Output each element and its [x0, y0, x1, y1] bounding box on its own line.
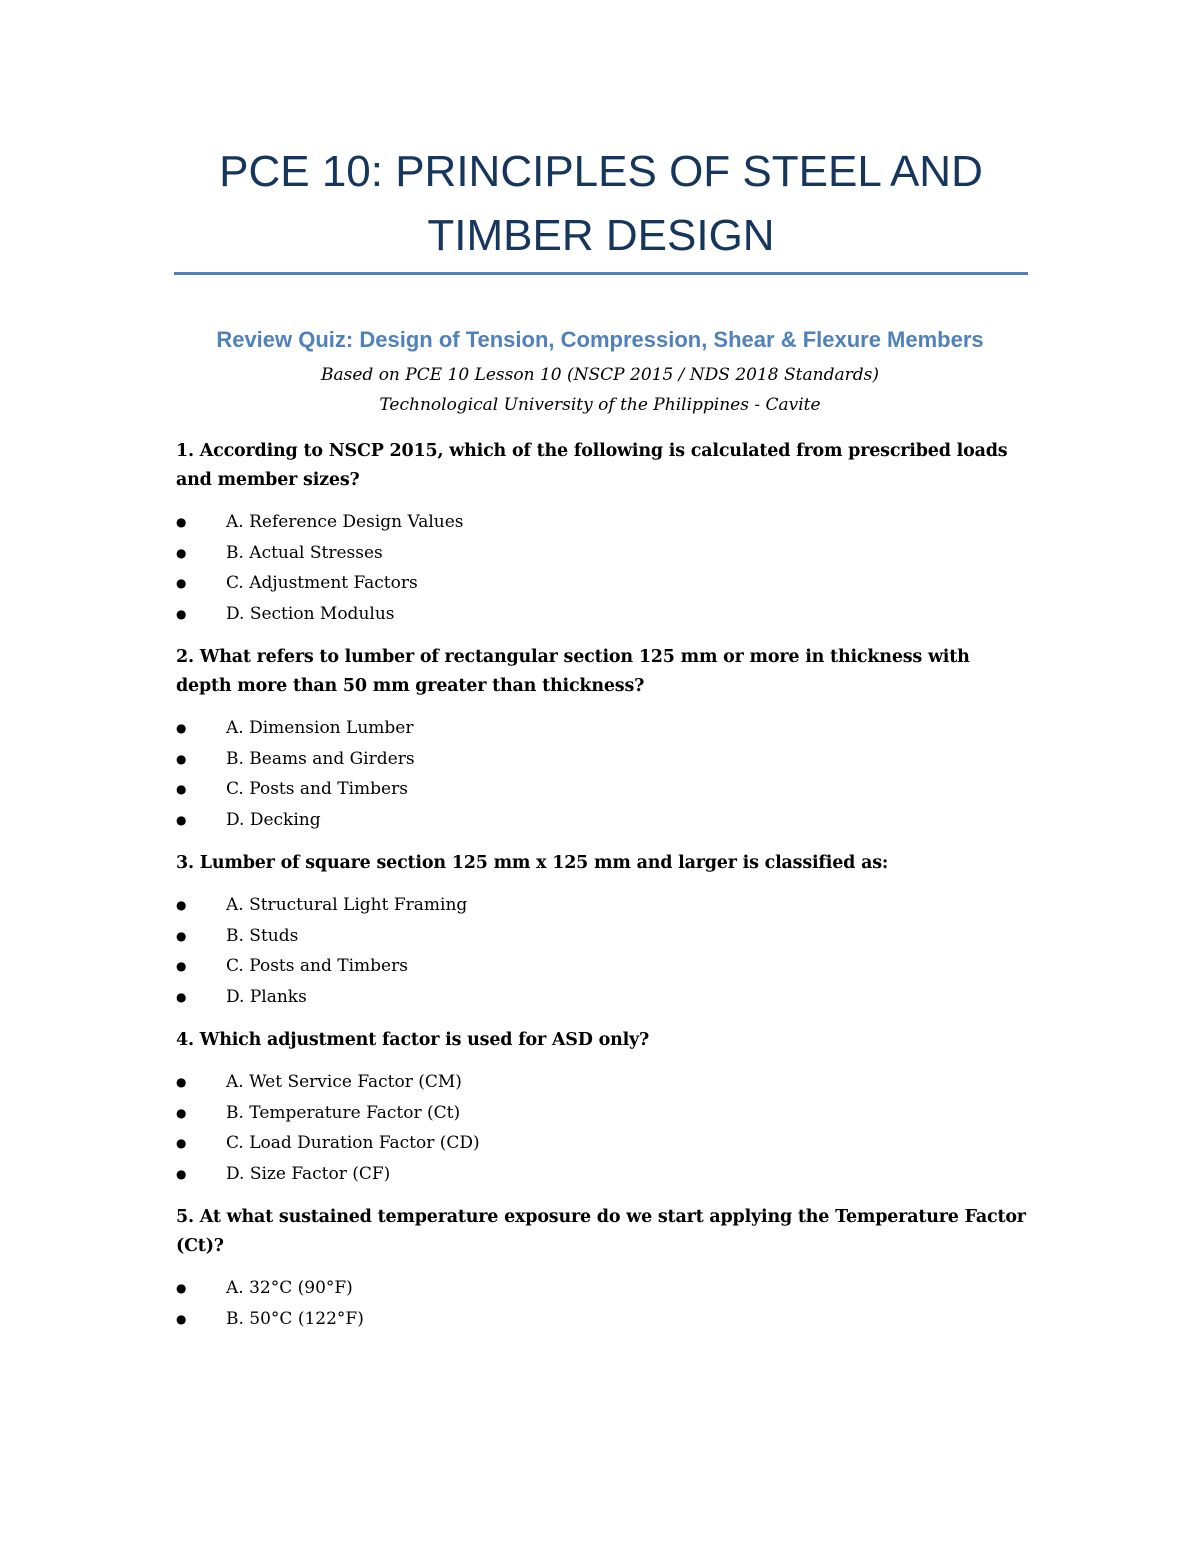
institution-line: Technological University of the Philippines - Cavite	[379, 395, 821, 415]
option-list	[176, 890, 1028, 1012]
bullet-icon: ●	[176, 1281, 187, 1295]
option-item	[176, 1273, 1028, 1304]
option-label: B. Actual Stresses	[226, 542, 383, 563]
option-item	[176, 1128, 1028, 1159]
question-text: 1. According to NSCP 2015, which of the following is calculated from prescribed loads and member sizes?	[176, 441, 1008, 490]
bullet-icon: ●	[176, 1166, 187, 1181]
option-item	[176, 538, 1028, 569]
question-1	[176, 437, 1028, 629]
option-label: B. 50°C (122°F)	[226, 1308, 364, 1329]
question-text: 3. Lumber of square section 125 mm x 125 mm and larger is classified as:	[176, 853, 889, 873]
bullet-icon: ●	[176, 721, 187, 735]
option-list	[176, 1067, 1028, 1189]
option-label: D. Size Factor (CF)	[226, 1163, 391, 1184]
option-label: C. Load Duration Factor (CD)	[226, 1133, 480, 1153]
bullet-icon: ●	[176, 782, 187, 796]
option-item	[176, 951, 1028, 982]
bullet-icon: ●	[176, 1311, 187, 1326]
option-item	[176, 1304, 1028, 1335]
option-label: B. Studs	[226, 925, 299, 946]
option-item	[176, 805, 1028, 836]
source-line: Based on PCE 10 Lesson 10 (NSCP 2015 / NDS 2018 Standards)	[321, 365, 879, 385]
option-label: D. Planks	[226, 986, 307, 1007]
bullet-icon: ●	[176, 1136, 187, 1150]
option-label: C. Posts and Timbers	[226, 956, 408, 976]
option-item	[176, 568, 1028, 599]
option-label: B. Beams and Girders	[226, 748, 415, 769]
option-label: B. Temperature Factor (Ct)	[226, 1102, 461, 1123]
option-item	[176, 774, 1028, 805]
bullet-icon: ●	[176, 959, 187, 973]
option-list	[176, 713, 1028, 835]
question-2	[176, 643, 1028, 835]
option-item	[176, 507, 1028, 538]
option-label: C. Adjustment Factors	[226, 573, 418, 593]
bullet-icon: ●	[176, 928, 187, 943]
option-item	[176, 599, 1028, 630]
bullet-icon: ●	[176, 989, 187, 1004]
bullet-icon: ●	[176, 545, 187, 560]
question-text: 4. Which adjustment factor is used for ASD only?	[176, 1030, 650, 1050]
bullet-icon: ●	[176, 751, 187, 766]
bullet-icon: ●	[176, 606, 187, 621]
document-title: PCE 10: PRINCIPLES OF STEEL AND TIMBER DESIGN	[219, 147, 983, 260]
question-list	[176, 437, 1028, 1348]
option-label: A. Dimension Lumber	[226, 718, 414, 738]
option-label: D. Section Modulus	[226, 603, 395, 624]
option-item	[176, 1098, 1028, 1129]
bullet-icon: ●	[176, 812, 187, 827]
bullet-icon: ●	[176, 576, 187, 590]
option-label: C. Posts and Timbers	[226, 779, 408, 799]
option-item	[176, 890, 1028, 921]
option-item	[176, 982, 1028, 1013]
bullet-icon: ●	[176, 1075, 187, 1089]
question-text: 2. What refers to lumber of rectangular section 125 mm or more in thickness with depth more than 50 mm greater than thickness?	[176, 647, 970, 696]
option-label: D. Decking	[226, 809, 321, 830]
option-item	[176, 1159, 1028, 1190]
bullet-icon: ●	[176, 1105, 187, 1120]
option-label: A. 32°C (90°F)	[226, 1278, 353, 1298]
option-label: A. Wet Service Factor (CM)	[226, 1072, 462, 1092]
title-divider	[174, 272, 1028, 275]
option-item	[176, 1067, 1028, 1098]
option-label: A. Reference Design Values	[226, 512, 464, 532]
option-list	[176, 507, 1028, 629]
question-4	[176, 1026, 1028, 1189]
option-item	[176, 921, 1028, 952]
question-text: 5. At what sustained temperature exposure do we start applying the Temperature Factor (Ct)?	[176, 1207, 1026, 1256]
bullet-icon: ●	[176, 515, 187, 529]
option-item	[176, 713, 1028, 744]
question-3	[176, 849, 1028, 1012]
question-5	[176, 1203, 1028, 1334]
option-item	[176, 744, 1028, 775]
option-list	[176, 1273, 1028, 1334]
bullet-icon: ●	[176, 898, 187, 912]
option-label: A. Structural Light Framing	[226, 895, 468, 915]
quiz-subtitle: Review Quiz: Design of Tension, Compression, Shear & Flexure Members	[216, 327, 984, 352]
